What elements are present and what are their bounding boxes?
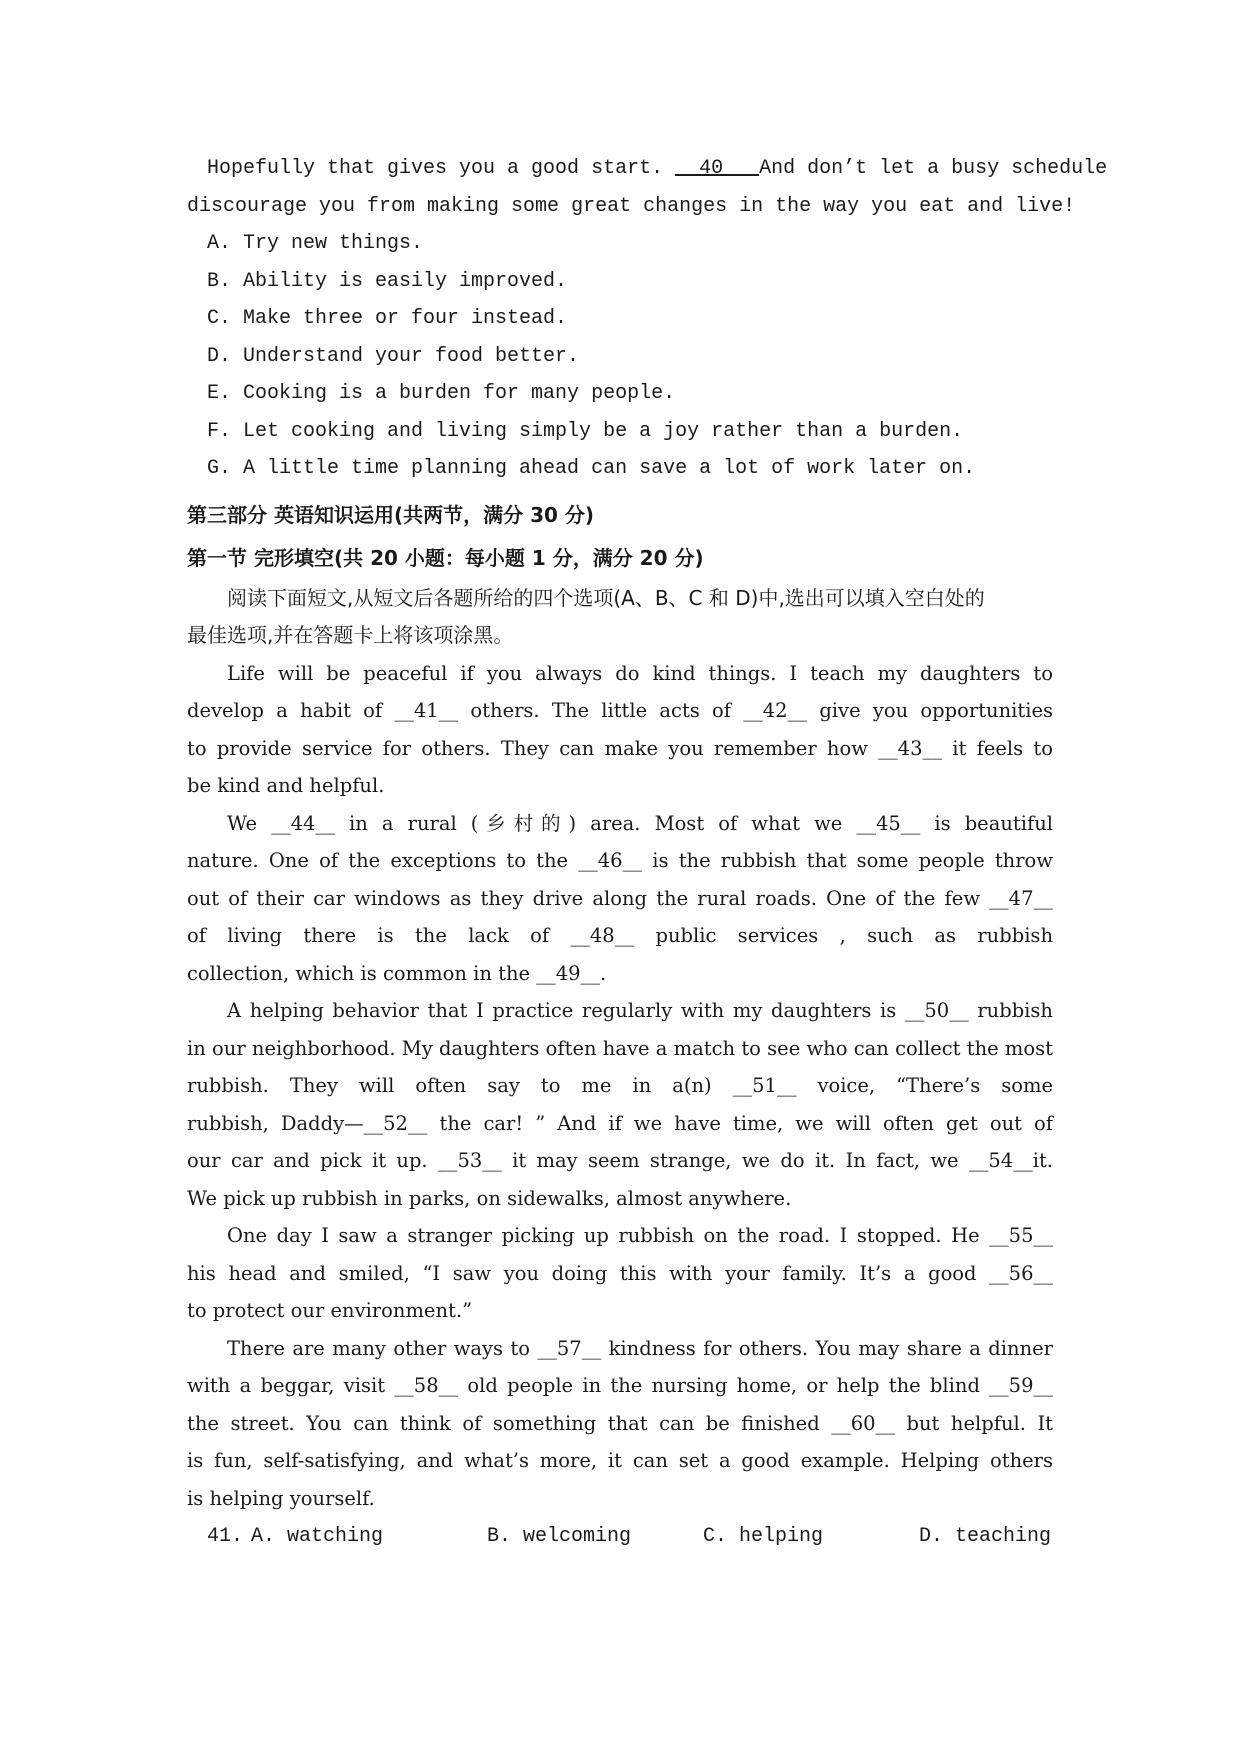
passage-paragraph-4 xyxy=(187,1217,1053,1330)
question-number: 41. xyxy=(207,1525,244,1548)
subsection-heading: 第一节 完形填空(共 20 小题：每小题 1 分，满分 20 分) xyxy=(187,545,704,570)
choice-b: B. welcoming xyxy=(487,1525,632,1548)
passage-line: We __44__ in a rural (乡村的) area. Most of what we __45__ is beautiful xyxy=(227,811,1053,835)
intro-line-1 xyxy=(187,150,1108,188)
options-list xyxy=(187,225,1053,488)
option-g: G. A little time planning ahead can save a lot of work later on. xyxy=(207,457,976,480)
intro-text: And don’t let a busy schedule xyxy=(759,157,1108,180)
passage-paragraph-3 xyxy=(187,992,1053,1217)
passage-line: is helping yourself. xyxy=(187,1486,375,1510)
option-e: E. Cooking is a burden for many people. xyxy=(207,382,676,405)
passage-line: of living there is the lack of __48__ public services , such as rubbish xyxy=(187,924,1053,947)
option-a: A. Try new things. xyxy=(207,232,424,255)
passage-line: to protect our environment.” xyxy=(187,1299,473,1322)
passage-line: There are many other ways to __57__ kindness for others. You may share a dinner xyxy=(227,1336,1053,1360)
question-41 xyxy=(187,1517,1053,1557)
passage-line: be kind and helpful. xyxy=(187,774,385,797)
passage-line: We pick up rubbish in parks, on sidewalks, almost anywhere. xyxy=(187,1186,792,1210)
passage-line: with a beggar, visit __58__ old people in the nursing home, or help the blind __59__ xyxy=(187,1374,1053,1397)
passage-line: nature. One of the exceptions to the __46__ is the rubbish that some people throw xyxy=(187,849,1053,872)
option-f: F. Let cooking and living simply be a joy rather than a burden. xyxy=(207,419,964,443)
passage-line: in our neighborhood. My daughters often have a match to see who can collect the most xyxy=(187,1036,1053,1060)
choice-a: A. watching xyxy=(251,1525,384,1548)
blank-40: 40 xyxy=(675,157,760,180)
passage-line: is fun, self-satisfying, and what’s more, it can set a good example. Helping others xyxy=(187,1449,1053,1472)
passage-line: the street. You can think of something that can be finished __60__ but helpful. It xyxy=(187,1411,1053,1435)
passage-line: A helping behavior that I practice regularly with my daughters is __50__ rubbish xyxy=(227,999,1053,1022)
passage-paragraph-5 xyxy=(187,1330,1053,1518)
passage-line: our car and pick it up. __53__ it may seem strange, we do it. In fact, we __54__it. xyxy=(187,1149,1053,1172)
option-b: B. Ability is easily improved. xyxy=(207,269,568,293)
intro-text: Hopefully that gives you a good start. xyxy=(207,157,676,180)
passage-line: his head and smiled, “I saw you doing this with your family. It’s a good __56__ xyxy=(187,1261,1053,1285)
instructions-line-2: 最佳选项,并在答题卡上将该项涂黑。 xyxy=(187,623,514,647)
passage-line: collection, which is common in the __49__. xyxy=(187,961,607,985)
instructions-line-1: 阅读下面短文,从短文后各题所给的四个选项(A、B、C 和 D)中,选出可以填入空白处的 xyxy=(227,585,985,610)
choice-d: D. teaching xyxy=(919,1525,1052,1548)
passage-line: One day I saw a stranger picking up rubbish on the road. I stopped. He __55__ xyxy=(227,1224,1053,1247)
document-page xyxy=(187,150,1108,1557)
choice-c: C. helping xyxy=(703,1525,824,1548)
passage-line: out of their car windows as they drive along the rural roads. One of the few __47__ xyxy=(187,886,1053,910)
passage-line: Life will be peaceful if you always do kind things. I teach my daughters to xyxy=(227,661,1053,685)
intro-line-2: discourage you from making some great changes in the way you eat and live! xyxy=(187,194,1076,218)
passage-line: rubbish. They will often say to me in a(n) __51__ voice, “There’s some xyxy=(187,1074,1053,1097)
passage-line: develop a habit of __41__ others. The little acts of __42__ give you opportunities xyxy=(187,699,1053,722)
section-heading: 第三部分 英语知识运用(共两节，满分 30 分) xyxy=(187,502,595,527)
option-c: C. Make three or four instead. xyxy=(207,307,568,330)
passage-paragraph-2 xyxy=(187,805,1053,993)
passage-line: to provide service for others. They can make you remember how __43__ it feels to xyxy=(187,736,1053,760)
passage-line: rubbish, Daddy—__52__ the car! ” And if we have time, we will often get out of xyxy=(187,1111,1053,1135)
passage-paragraph-1 xyxy=(187,655,1053,805)
option-d: D. Understand your food better. xyxy=(207,344,580,368)
